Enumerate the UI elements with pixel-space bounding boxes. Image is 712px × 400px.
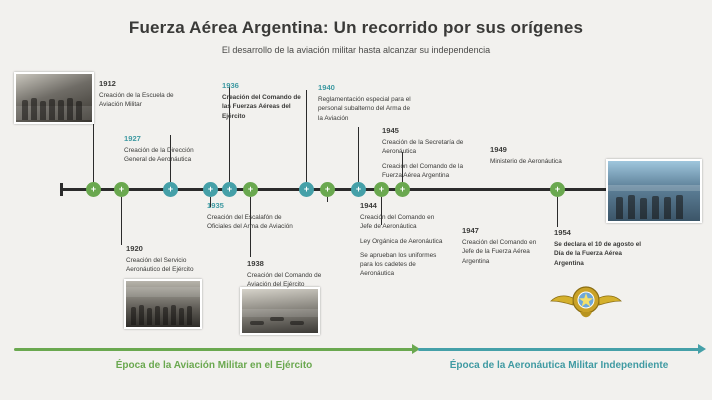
event-1935: 1935 Creación del Escalafón de Oficiales del Arma de Aviación xyxy=(207,201,293,231)
timeline-start-cap xyxy=(60,183,63,196)
stem-1944 xyxy=(327,197,328,202)
event-1954: 1954 Se declara el 10 de agosto el Día de la Fuerza Aérea Argentina xyxy=(554,228,642,267)
timeline-node-1912[interactable]: + xyxy=(86,182,101,197)
era-bar-military-aviation xyxy=(14,348,414,351)
timeline-node-1920[interactable]: + xyxy=(114,182,129,197)
stem-1940 xyxy=(306,90,307,182)
timeline-node-1940[interactable]: + xyxy=(299,182,314,197)
photo-airfield-aircraft xyxy=(240,287,320,335)
timeline-node-1935[interactable]: + xyxy=(203,182,218,197)
photo-flag-parade xyxy=(606,159,702,223)
event-1944: 1944 Creación del Comando en Jefe de Aeronáutica Ley Orgánica de Aeronáutica Se aprueban los uniformes para los cadetes de Aeronáutica xyxy=(360,201,443,278)
event-1938: 1938 Creación del Comando de Aviación del Ejército xyxy=(247,259,322,289)
event-1949: 1949 Ministerio de Aeronáutica xyxy=(490,145,562,165)
timeline-node-1927[interactable]: + xyxy=(163,182,178,197)
event-1927: 1927 Creación de la Dirección General de Aeronáutica xyxy=(124,134,194,164)
era-bar-independent-aeronautics xyxy=(418,348,700,351)
stem-1945 xyxy=(358,127,359,182)
stem-1954 xyxy=(557,197,558,227)
photo-cadets-group xyxy=(14,72,94,124)
page-title: Fuerza Aérea Argentina: Un recorrido por sus orígenes xyxy=(128,18,584,37)
timeline-node-1947[interactable]: + xyxy=(374,182,389,197)
stem-1920 xyxy=(121,197,122,245)
event-1920: 1920 Creación del Servicio Aeronáutico del Ejército xyxy=(126,244,194,274)
event-1940: 1940 Reglamentación especial para el personal subalterno del Arma de la Aviación xyxy=(318,83,411,122)
timeline-node-1944[interactable]: + xyxy=(320,182,335,197)
event-1936: 1936 Creación del Comando de las Fuerzas Aéreas del Ejército xyxy=(222,81,301,120)
timeline-node-1954[interactable]: + xyxy=(550,182,565,197)
photo-squad-formation xyxy=(124,279,202,329)
timeline-node-1945[interactable]: + xyxy=(351,182,366,197)
era-arrow-independent-aeronautics-icon xyxy=(698,344,706,354)
timeline-node-1938[interactable]: + xyxy=(243,182,258,197)
page-subtitle: El desarrollo de la aviación militar hasta alcanzar su independencia xyxy=(221,45,491,55)
timeline-node-1936[interactable]: + xyxy=(222,182,237,197)
event-1912: 1912 Creación de la Escuela de Aviación Militar xyxy=(99,79,174,109)
timeline-node-1949[interactable]: + xyxy=(395,182,410,197)
era-label-independent-aeronautics: Época de la Aeronáutica Militar Independiente xyxy=(449,360,669,371)
event-1945: 1945 Creación de la Secretaría de Aeronáutica Creación del Comando de la Fuerza Aérea Argentina xyxy=(382,126,464,179)
era-label-military-aviation: Época de la Aviación Militar en el Ejército xyxy=(115,360,313,371)
event-1947: 1947 Creación del Comando en Jefe de la Fuerza Aérea Argentina xyxy=(462,226,537,265)
air-force-wings-emblem xyxy=(550,276,622,322)
